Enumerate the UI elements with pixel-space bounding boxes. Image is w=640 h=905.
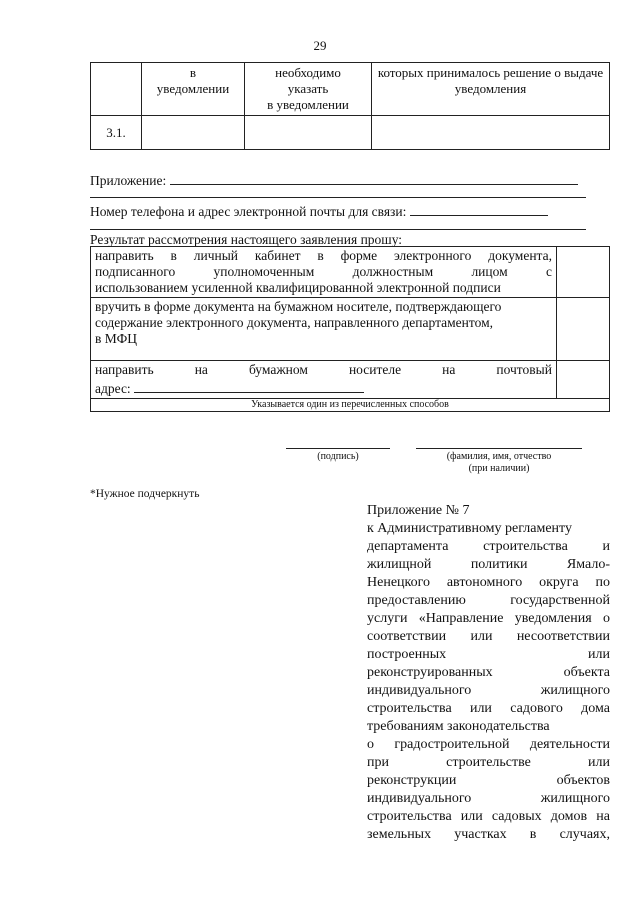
appendix-line: о градостроительной деятельности — [367, 737, 610, 752]
name-line[interactable] — [416, 448, 582, 449]
option-checkbox[interactable] — [557, 361, 610, 399]
attachment-label: Приложение: — [90, 173, 167, 188]
delivery-options-table — [90, 246, 610, 412]
option-line: направить на бумажном носителе на почтовый — [95, 362, 552, 377]
appendix-line: соответствии или несоответствии — [367, 629, 610, 644]
contact-label: Номер телефона и адрес электронной почты для связи: — [90, 204, 407, 219]
top-table-cell — [372, 116, 610, 150]
top-table-cell: в уведомлении — [142, 63, 245, 116]
appendix-line: Ненецкого автономного округа по — [367, 575, 610, 590]
appendix-line: при строительстве или — [367, 755, 610, 770]
option-line: использованием усиленной квалифицированной электронной подписи — [95, 280, 501, 295]
name-caption-note: (при наличии) — [468, 463, 530, 474]
appendix-block — [367, 502, 610, 844]
options-note: Указывается один из перечисленных способов — [91, 399, 610, 412]
appendix-line: индивидуального жилищного — [367, 683, 610, 698]
option-line — [95, 378, 552, 397]
appendix-line: к Административному регламенту — [367, 521, 572, 536]
contact-field[interactable] — [410, 201, 548, 216]
top-table-cell: необходимо указать в уведомлении — [245, 63, 372, 116]
appendix-line: земельных участках в случаях, — [367, 827, 610, 842]
result-label: Результат рассмотрения настоящего заявления прошу: — [90, 232, 403, 247]
option-line: содержание электронного документа, направленного департаментом, — [95, 315, 494, 330]
blank-line[interactable] — [90, 197, 586, 198]
appendix-line: жилищной политики Ямало- — [367, 557, 610, 572]
option-postal[interactable] — [91, 361, 557, 399]
appendix-line: предоставлению государственной — [367, 593, 610, 608]
option-mfc[interactable] — [91, 298, 557, 361]
appendix-line: реконструированных объекта — [367, 665, 610, 680]
page-number: 29 — [313, 38, 327, 53]
appendix-line: строительства или садовых домов на — [367, 809, 610, 824]
contact-row — [90, 201, 590, 220]
name-block — [416, 448, 582, 475]
option-checkbox[interactable] — [557, 298, 610, 361]
option-line: направить в личный кабинет в форме электронного документа, — [95, 248, 552, 263]
signature-line[interactable] — [286, 448, 390, 449]
attachment-field[interactable] — [170, 170, 578, 185]
top-table — [90, 62, 610, 150]
top-table-cell — [91, 63, 142, 116]
signature-block — [286, 448, 390, 463]
appendix-line: построенных или — [367, 647, 610, 662]
option-line: вручить в форме документа на бумажном носителе, подтверждающего — [95, 299, 502, 314]
option-checkbox[interactable] — [557, 247, 610, 298]
appendix-line: индивидуального жилищного — [367, 791, 610, 806]
appendix-line: требованиям законодательства — [367, 719, 550, 734]
attachment-row — [90, 170, 590, 189]
name-caption: (фамилия, имя, отчество — [446, 451, 552, 462]
footnote: *Нужное подчеркнуть — [90, 488, 200, 500]
option-personal-cabinet[interactable] — [91, 247, 557, 298]
postal-address-field[interactable] — [134, 378, 364, 393]
postal-address-label: адрес: — [95, 381, 131, 396]
appendix-line: строительства или садового дома — [367, 701, 610, 716]
top-table-cell — [245, 116, 372, 150]
top-table-cell — [142, 116, 245, 150]
top-table-cell: 3.1. — [91, 116, 142, 150]
appendix-line: услуги «Направление уведомления о — [367, 611, 610, 626]
signature-caption: (подпись) — [317, 451, 359, 462]
option-line: в МФЦ — [95, 331, 137, 346]
option-line: подписанного уполномоченным должностным лицом с — [95, 264, 552, 279]
appendix-line: реконструкции объектов — [367, 773, 610, 788]
appendix-title: Приложение № 7 — [367, 503, 470, 518]
appendix-line: департамента строительства и — [367, 539, 610, 554]
blank-line[interactable] — [90, 229, 586, 230]
top-table-cell: которых принималось решение о выдаче уведомления — [372, 63, 610, 116]
